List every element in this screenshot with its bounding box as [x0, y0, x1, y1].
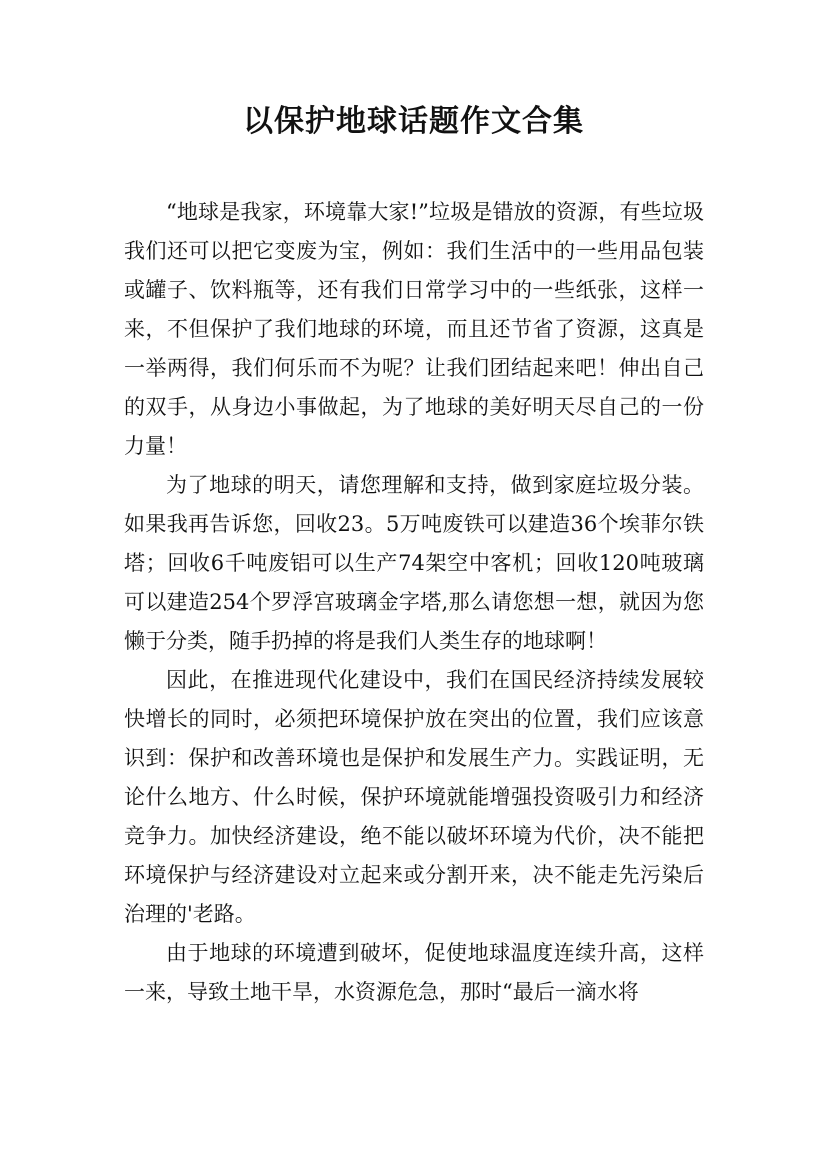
paragraph-1: “地球是我家，环境靠大家!”垃圾是错放的资源，有些垃圾我们还可以把它变废为宝，例如：我们生活中的一些用品包装或罐子、饮料瓶等，还有我们日常学习中的一些纸张，这样一来，不但保护了我们地球的环境，而且还节省了资源，这真是一举两得，我们何乐而不为呢？让我们团结起来吧！伸出自己的双手，从身边小事做起，为了地球的美好明天尽自己的一份力量！ — [124, 200, 704, 458]
document-body — [124, 193, 704, 1012]
paragraph-4: 由于地球的环境遭到破坏，促使地球温度连续升高，这样一来，导致土地干旱，水资源危急，那时“最后一滴水将 — [124, 941, 704, 1004]
document-title: 以保护地球话题作文合集 — [243, 104, 584, 139]
paragraph-3: 因此，在推进现代化建设中，我们在国民经济持续发展较快增长的同时，必须把环境保护放在突出的位置，我们应该意识到：保护和改善环境也是保护和发展生产力。实践证明，无论什么地方、什么时候，保护环境就能增强投资吸引力和经济竞争力。加快经济建设，绝不能以破坏环境为代价，决不能把环境保护与经济建设对立起来或分割开来，决不能走先污染后治理的'老路。 — [124, 668, 704, 926]
paragraph-2: 为了地球的明天，请您理解和支持，做到家庭垃圾分装。如果我再告诉您，回收23。5万吨废铁可以建造36个埃菲尔铁塔；回收6千吨废铝可以生产74架空中客机；回收120吨玻璃可以建造254个罗浮宫玻璃金字塔,那么请您想一想，就因为您懒于分类，随手扔掉的将是我们人类生存的地球啊！ — [124, 473, 704, 653]
